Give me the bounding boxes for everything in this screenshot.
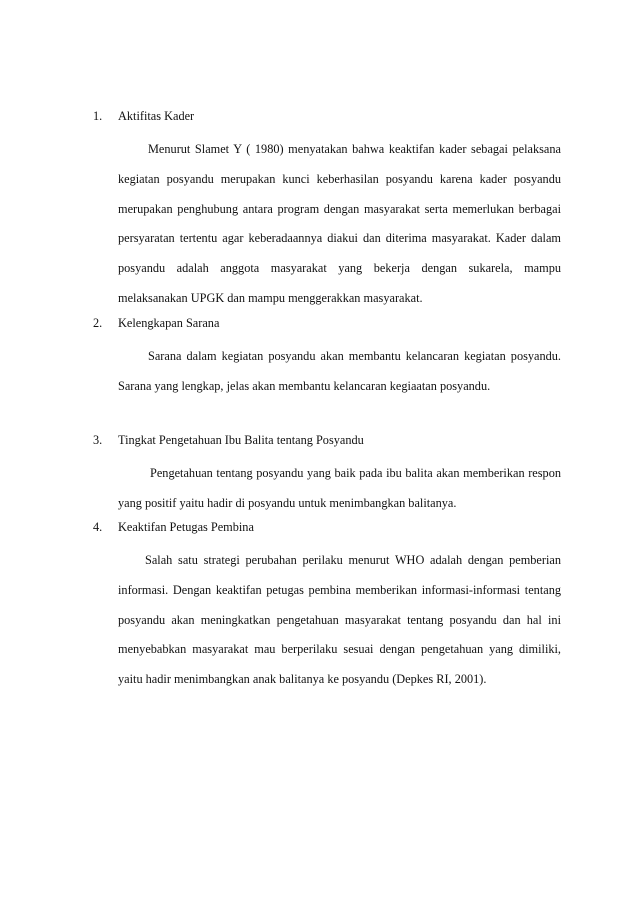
section-aktifitas-kader — [93, 106, 561, 314]
section-number: 3. — [93, 433, 103, 447]
section-title: Keaktifan Petugas Pembina — [118, 520, 254, 534]
section-paragraph: Sarana dalam kegiatan posyandu akan membantu kelancaran kegiatan posyandu. Sarana yang lengkap, jelas akan membantu kelancaran kegiaatan posyandu. — [118, 349, 561, 393]
section-number: 2. — [93, 316, 103, 330]
section-title: Tingkat Pengetahuan Ibu Balita tentang Posyandu — [118, 433, 364, 447]
section-kelengkapan-sarana — [93, 313, 561, 402]
section-paragraph: Salah satu strategi perubahan perilaku menurut WHO adalah dengan pemberian informasi. Dengan keaktifan petugas pembina memberikan informasi-informasi tentang posyandu akan meningkatkan pengetahuan masyarakat tentang posyandu dan hal ini menyebabkan masyarakat mau berperilaku sesuai dengan pengetahuan yang dimiliki, yaitu hadir menimbangkan anak balitanya ke posyandu (Depkes RI, 2001). — [118, 553, 561, 687]
section-paragraph: Pengetahuan tentang posyandu yang baik pada ibu balita akan memberikan respon yang positif yaitu hadir di posyandu untuk menimbangkan balitanya. — [118, 466, 561, 510]
section-paragraph: Menurut Slamet Y ( 1980) menyatakan bahwa keaktifan kader sebagai pelaksana kegiatan posyandu merupakan kunci keberhasilan posyandu karena kader posyandu merupakan penghubung antara program dengan masyarakat serta memerlukan berbagai persyaratan tertentu agar keberadaannya diakui dan diterima masyarakat. Kader dalam posyandu adalah anggota masyarakat yang bekerja dengan sukarela, mampu melaksanakan UPGK dan mampu menggerakkan masyarakat. — [118, 142, 561, 305]
section-title: Kelengkapan Sarana — [118, 316, 220, 330]
section-heading — [93, 430, 561, 450]
section-tingkat-pengetahuan — [93, 430, 561, 519]
section-heading — [93, 313, 561, 333]
section-number: 4. — [93, 520, 103, 534]
section-heading — [93, 106, 561, 126]
section-keaktifan-petugas — [93, 517, 561, 695]
section-title: Aktifitas Kader — [118, 109, 195, 123]
section-heading — [93, 517, 561, 537]
section-number: 1. — [93, 109, 103, 123]
